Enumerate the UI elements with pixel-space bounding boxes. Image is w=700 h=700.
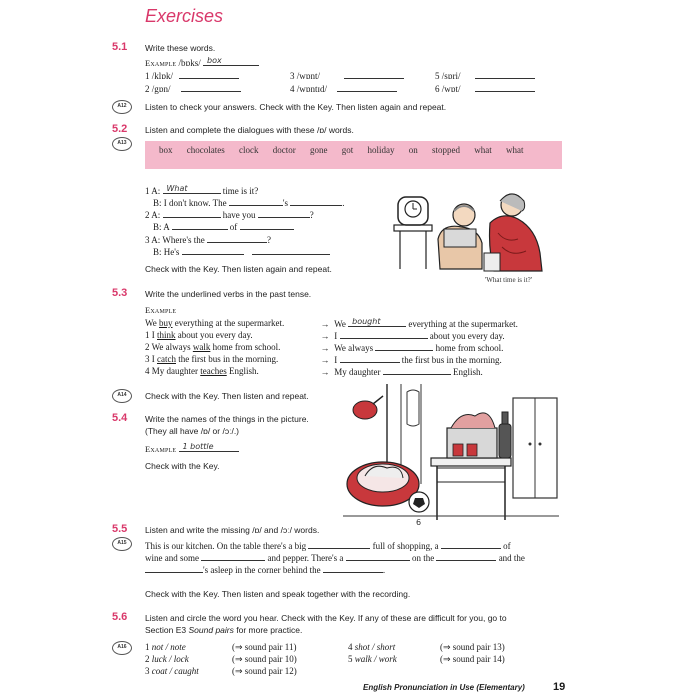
answer-line[interactable] xyxy=(337,83,397,92)
arrow-right-icon: → xyxy=(320,331,330,341)
example-label: Example xyxy=(145,305,177,315)
sound-pair-item: 2 luck / lock xyxy=(145,654,189,664)
answer-line[interactable] xyxy=(252,246,330,255)
exercise-5-4-instruction: Write the names of the things in the picture. xyxy=(145,414,309,424)
sound-pair-ref: (⇒ sound pair 14) xyxy=(440,654,505,664)
exercise-5-4-note: (They all have /ɒ/ or /ɔː/.) xyxy=(145,426,240,436)
sound-pair-ref: (⇒ sound pair 13) xyxy=(440,642,505,652)
picture-number-label: 6 xyxy=(416,518,422,527)
dialogue-line: B: A of xyxy=(153,221,294,232)
exercise-5-1-item: 1 /klɒk/ xyxy=(145,70,239,81)
answer-line[interactable] xyxy=(344,70,404,79)
exercise-5-1-item: 3 /wɒnt/ xyxy=(290,70,404,81)
past-tense-example: We buy everything at the supermarket. xyxy=(145,318,285,328)
answer-line[interactable] xyxy=(163,209,221,218)
word-box xyxy=(145,141,562,169)
answer-line[interactable] xyxy=(258,209,310,218)
answer-line[interactable] xyxy=(182,246,244,255)
exercise-5-2-instruction: Listen and complete the dialogues with these /ɒ/ words. xyxy=(145,125,354,135)
answer-line[interactable] xyxy=(240,221,294,230)
arrow-right-icon: → xyxy=(320,355,330,365)
audio-track-icon[interactable]: A14 xyxy=(112,389,132,403)
dialogue-line: B: I don't know. The 's . xyxy=(153,198,345,208)
answer-line[interactable] xyxy=(475,83,535,92)
exercise-5-1-item: 6 /wɒt/ xyxy=(435,83,535,94)
dialogue-line: B: He's xyxy=(153,246,330,257)
kitchen-illustration xyxy=(343,384,559,526)
audio-track-icon[interactable]: A12 xyxy=(112,100,132,114)
past-tense-answer: → I the first bus in the morning. xyxy=(318,354,502,365)
exercise-5-6-instruction-line-2: Section E3 Sound pairs for more practice. xyxy=(145,625,303,635)
answer-line[interactable]: box xyxy=(203,57,259,66)
sound-pair-ref: (⇒ sound pair 11) xyxy=(232,642,297,652)
arrow-right-icon: → xyxy=(320,367,330,377)
exercise-5-1-listen-instruction: Listen to check your answers. Check with the Key. Then listen again and repeat. xyxy=(145,102,447,112)
answer-line[interactable]: What xyxy=(163,185,221,194)
exercise-5-5-instruction: Listen and write the missing /ɒ/ and /ɔː/ words. xyxy=(145,525,320,535)
exercise-5-5-text-line: This is our kitchen. On the table there's a big full of shopping, a of xyxy=(145,541,511,551)
exercise-5-1-instruction: Write these words. xyxy=(145,43,216,53)
sound-pair-item: 4 shot / short xyxy=(348,642,396,652)
exercise-5-1-item: 4 /wɒntɪd/ xyxy=(290,83,397,94)
past-tense-item: 2 We always walk home from school. xyxy=(145,342,281,352)
exercise-5-3-instruction: Write the underlined verbs in the past tense. xyxy=(145,289,312,299)
illustration-caption: 'What time is it?' xyxy=(485,276,533,284)
audio-track-icon[interactable]: A13 xyxy=(112,137,132,151)
exercise-number-5-2: 5.2 xyxy=(112,123,128,135)
past-tense-answer: → We always home from school. xyxy=(318,342,503,353)
dialogue-line: 3 A: Where's the ? xyxy=(145,235,271,245)
exercise-5-4-example: Example 1 bottle xyxy=(145,443,239,454)
answer-line[interactable] xyxy=(441,540,501,549)
exercise-5-5-text-line: 's asleep in the corner behind the . xyxy=(145,564,385,575)
exercise-5-4-check: Check with the Key. xyxy=(145,461,220,471)
past-tense-answer: → My daughter English. xyxy=(318,366,483,377)
exercise-5-5-check: Check with the Key. Then listen and speak together with the recording. xyxy=(145,589,411,599)
exercise-number-5-3: 5.3 xyxy=(112,287,128,299)
arrow-right-icon: → xyxy=(320,343,330,353)
word-list: box chocolates clock doctor gone got holiday on stopped what what xyxy=(159,145,524,155)
couple-clock-illustration xyxy=(390,183,548,275)
word-pair-choice[interactable]: coat / caught xyxy=(151,666,199,676)
exercise-5-1-item: 2 /gɒn/ xyxy=(145,83,241,94)
answer-line[interactable] xyxy=(201,552,265,561)
answer-line[interactable] xyxy=(229,197,283,206)
word-pair-choice[interactable]: shot / short xyxy=(354,642,396,652)
answer-line[interactable] xyxy=(172,221,228,230)
answer-line[interactable] xyxy=(340,330,428,339)
past-tense-item: 1 I think about you every day. xyxy=(145,330,253,340)
exercise-5-2-check: Check with the Key. Then listen again and repeat. xyxy=(145,264,332,274)
book-title-footer: English Pronunciation in Use (Elementary) xyxy=(363,683,525,692)
exercise-5-3-check: Check with the Key. Then listen and repeat. xyxy=(145,391,309,401)
answer-line[interactable]: bought xyxy=(348,318,406,327)
dialogue-line: 1 A: What time is it? xyxy=(145,184,259,196)
exercise-5-6-instruction: Listen and circle the word you hear. Check with the Key. If any of these are difficult for you, go to xyxy=(145,613,507,623)
past-tense-example-answer: → We bought everything at the supermarket. xyxy=(318,318,518,329)
sound-pair-item: 5 walk / work xyxy=(348,654,397,664)
past-tense-item: 4 My daughter teaches English. xyxy=(145,366,259,376)
exercise-number-5-1: 5.1 xyxy=(112,41,128,53)
answer-line[interactable] xyxy=(323,564,383,573)
answer-line[interactable] xyxy=(436,552,496,561)
word-pair-choice[interactable]: walk / work xyxy=(354,654,397,664)
answer-line[interactable] xyxy=(340,354,400,363)
exercise-5-5-text-line: wine and some and pepper. There's a on the and the xyxy=(145,553,525,563)
exercise-5-1-item: 5 /sɒri/ xyxy=(435,70,535,81)
exercise-number-5-5: 5.5 xyxy=(112,523,128,535)
audio-track-icon[interactable]: A16 xyxy=(112,641,132,655)
exercise-5-1-example: Example /bɒks/ box xyxy=(145,57,259,68)
exercise-number-5-6: 5.6 xyxy=(112,611,128,623)
arrow-right-icon: → xyxy=(320,319,330,329)
past-tense-answer: → I about you every day. xyxy=(318,330,505,341)
answer-line[interactable] xyxy=(375,342,433,351)
word-pair-choice[interactable]: luck / lock xyxy=(151,654,189,664)
answer-line[interactable]: 1 bottle xyxy=(179,443,239,452)
word-pair-choice[interactable]: not / note xyxy=(151,642,186,652)
answer-line[interactable] xyxy=(179,70,239,79)
answer-line[interactable] xyxy=(290,197,342,206)
answer-line[interactable] xyxy=(145,564,203,573)
page-title: Exercises xyxy=(145,6,224,26)
answer-line[interactable] xyxy=(181,83,241,92)
sound-pair-ref: (⇒ sound pair 10) xyxy=(232,654,297,664)
sound-pair-ref: (⇒ sound pair 12) xyxy=(232,666,297,676)
answer-line[interactable] xyxy=(346,552,410,561)
answer-line[interactable] xyxy=(475,70,535,79)
page-number: 19 xyxy=(553,681,566,693)
answer-line[interactable] xyxy=(383,366,451,375)
answer-line[interactable] xyxy=(207,234,267,243)
audio-track-icon[interactable]: A15 xyxy=(112,537,132,551)
exercise-number-5-4: 5.4 xyxy=(112,412,128,424)
dialogue-line: 2 A: have you ? xyxy=(145,210,314,220)
sound-pair-item: 1 not / note xyxy=(145,642,186,652)
past-tense-item: 3 I catch the first bus in the morning. xyxy=(145,354,279,364)
answer-line[interactable] xyxy=(308,540,370,549)
sound-pair-item: 3 coat / caught xyxy=(145,666,199,676)
